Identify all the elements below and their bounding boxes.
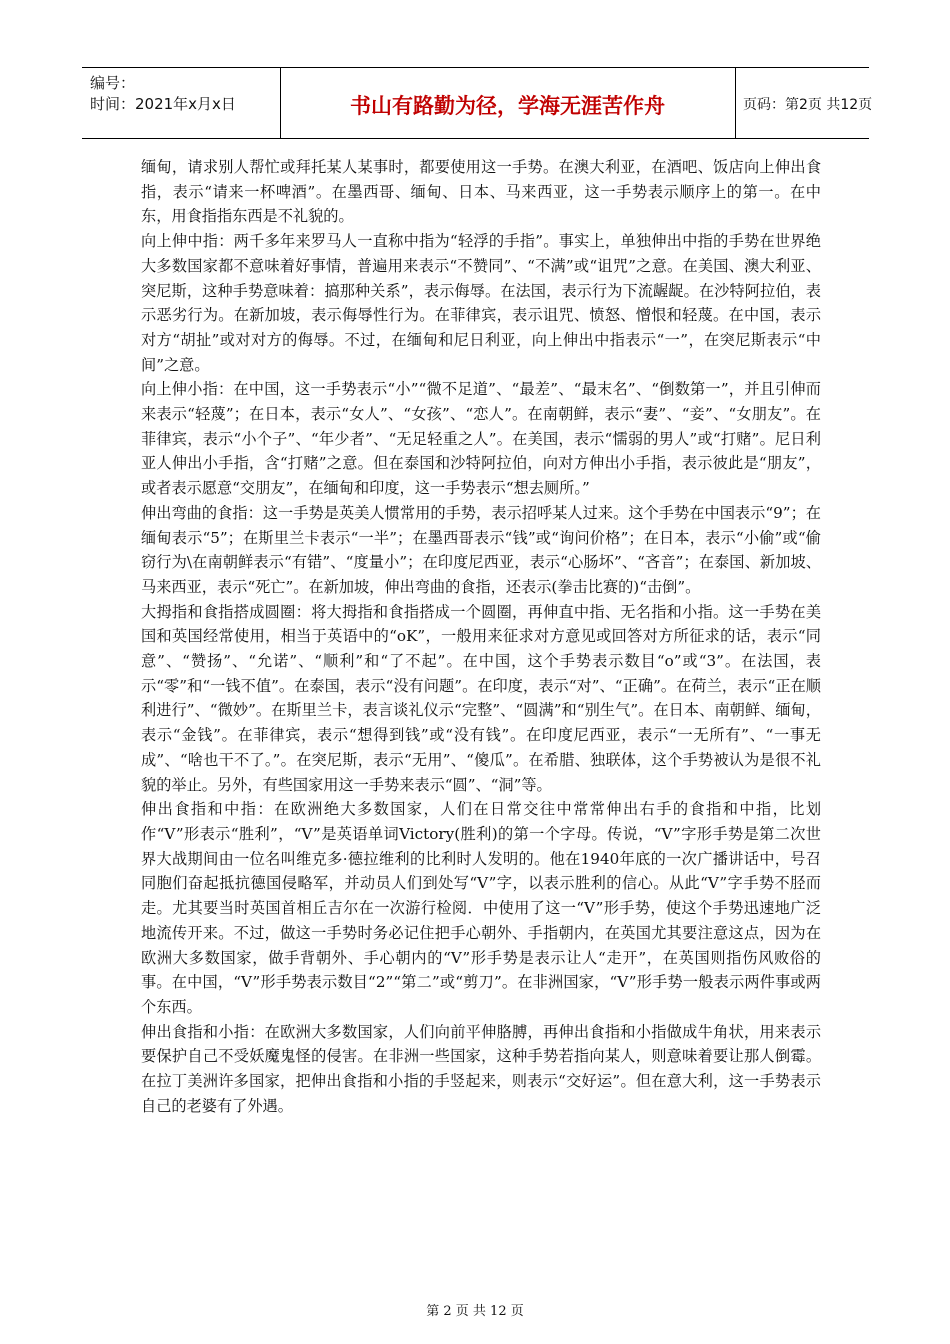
header-meta: [82, 68, 281, 138]
page-header: [82, 67, 873, 139]
paragraph: 伸出弯曲的食指：这一手势是英美人惯常用的手势，表示招呼某人过来。这个手势在中国表示“9”；在缅甸表示“5”；在斯里兰卡表示“一半”；在墨西哥表示“钱”或“询问价格”；在日本，表示“小偷”或“偷窃行为\在南朝鲜表示“有错”、“度量小”；在印度尼西亚，表示“心肠坏”、“吝音”；在泰国、新加坡、马来西亚，表示“死亡”。在新加坡，伸出弯曲的食指，还表示(拳击比赛的)“击倒”。: [141, 503, 821, 596]
motto-text: 书山有路勤为径，学海无涯苦作舟: [350, 94, 665, 118]
page-code: 页码：第2页 共12页: [743, 97, 873, 113]
paragraph: 向上伸小指：在中国，这一手势表示“小”“微不足道”、“最差”、“最末名”、“倒数第一”，并且引伸而来表示“轻蔑”；在日本，表示“女人”、“女孩”、“恋人”。在南朝鲜，表示“妻”、“妾”、“女朋友”。在菲律宾，表示“小个子”、“年少者”、“无足轻重之人”。在美国，表示“懦弱的男人”或“打赌”。尼日利亚人伸出小手指，含“打赌”之意。但在泰国和沙特阿拉伯，向对方伸出小手指，表示彼此是“朋友”，或者表示愿意“交朋友”，在缅甸和印度，这一手势表示“想去厕所。”: [141, 380, 821, 498]
header-page-cell: [735, 68, 873, 138]
header-motto-cell: [280, 68, 736, 138]
doc-number-label: 编号：: [90, 74, 136, 92]
doc-date-label: 时间：2021年x月x日: [90, 95, 236, 113]
paragraph: 缅甸，请求别人帮忙或拜托某人某事时，都要使用这一手势。在澳大利亚，在酒吧、饭店向上伸出食指，表示“请来一杯啤酒”。在墨西哥、缅甸、日本、马来西亚，这一手势表示顺序上的第一。在中东，用食指指东西是不礼貌的。: [141, 158, 821, 226]
document-body: [141, 155, 821, 1118]
paragraph: 伸出食指和小指：在欧洲大多数国家，人们向前平伸胳膊，再伸出食指和小指做成牛角状，用来表示要保护自己不受妖魔鬼怪的侵害。在非洲一些国家，这种手势若指向某人，则意味着要让那人倒霉。在拉丁美洲许多国家，把伸出食指和小指的手竖起来，则表示“交好运”。但在意大利，这一手势表示自己的老婆有了外遇。: [141, 1022, 821, 1115]
paragraph: 伸出食指和中指：在欧洲绝大多数国家，人们在日常交往中常常伸出右手的食指和中指，比划作“V”形表示“胜利”，“V”是英语单词Victory(胜利)的第一个字母。传说，“V”字形手势是第二次世界大战期间由一位名叫维克多·德拉维利的比利时人发明的。他在1940年底的一次广播讲话中，号召同胞们奋起抵抗德国侵略军，并动员人们到处写“V”字，以表示胜利的信心。从此“V”字手势不胫而走。尤其要当时英国首相丘吉尔在一次游行检阅．中使用了这一“V”形手势，使这个手势迅速地广泛地流传开来。不过，做这一手势时务必记住把手心朝外、手指朝内，在英国尤其要注意这点，因为在欧洲大多数国家，做手背朝外、手心朝内的“V”形手势是表示让人“走开”，在英国则指伤风败俗的事。在中国，“V”形手势表示数目“2”“第二”或“剪刀”。在非洲国家，“V”形手势一般表示两件事或两个东西。: [141, 800, 821, 1016]
page-footer: 第 2 页 共 12 页: [426, 1304, 524, 1319]
paragraph: 向上伸中指：两千多年来罗马人一直称中指为“轻浮的手指”。事实上，单独伸出中指的手势在世界绝大多数国家都不意味着好事情，普遍用来表示“不赞同”、“不满”或“诅咒”之意。在美国、澳大利亚、突尼斯，这种手势意味着：搞那种关系”，表示侮辱。在法国，表示行为下流龌龊。在沙特阿拉伯，表示恶劣行为。在新加坡，表示侮辱性行为。在菲律宾，表示诅咒、愤怒、憎恨和轻蔑。在中国，表示对方“胡扯”或对对方的侮辱。不过，在缅甸和尼日利亚，向上伸出中指表示“一”，在突尼斯表示“中间”之意。: [141, 232, 821, 374]
paragraph: 大拇指和食指搭成圆圈：将大拇指和食指搭成一个圆圈，再伸直中指、无名指和小指。这一手势在美国和英国经常使用，相当于英语中的“oK”，一般用来征求对方意见或回答对方所征求的话，表示“同意”、“赞扬”、“允诺”、“顺利”和“了不起”。在中国，这个手势表示数目“o”或“3”。在法国，表示“零”和“一钱不值”。在泰国，表示“没有问题”。在印度，表示“对”、“正确”。在荷兰，表示“正在顺利进行”、“微妙”。在斯里兰卡，表言谈礼仪示“完整”、“圆满”和“别生气”。在日本、南朝鲜、缅甸，表示“金钱”。在菲律宾，表示“想得到钱”或“没有钱”。在印度尼西亚，表示“一无所有”、“一事无成”、“啥也干不了。”。在突尼斯，表示“无用”、“傻瓜”。在希腊、独联体，这个手势被认为是很不礼貌的举止。另外，有些国家用这一手势来表示“圆”、“洞”等。: [141, 602, 821, 794]
